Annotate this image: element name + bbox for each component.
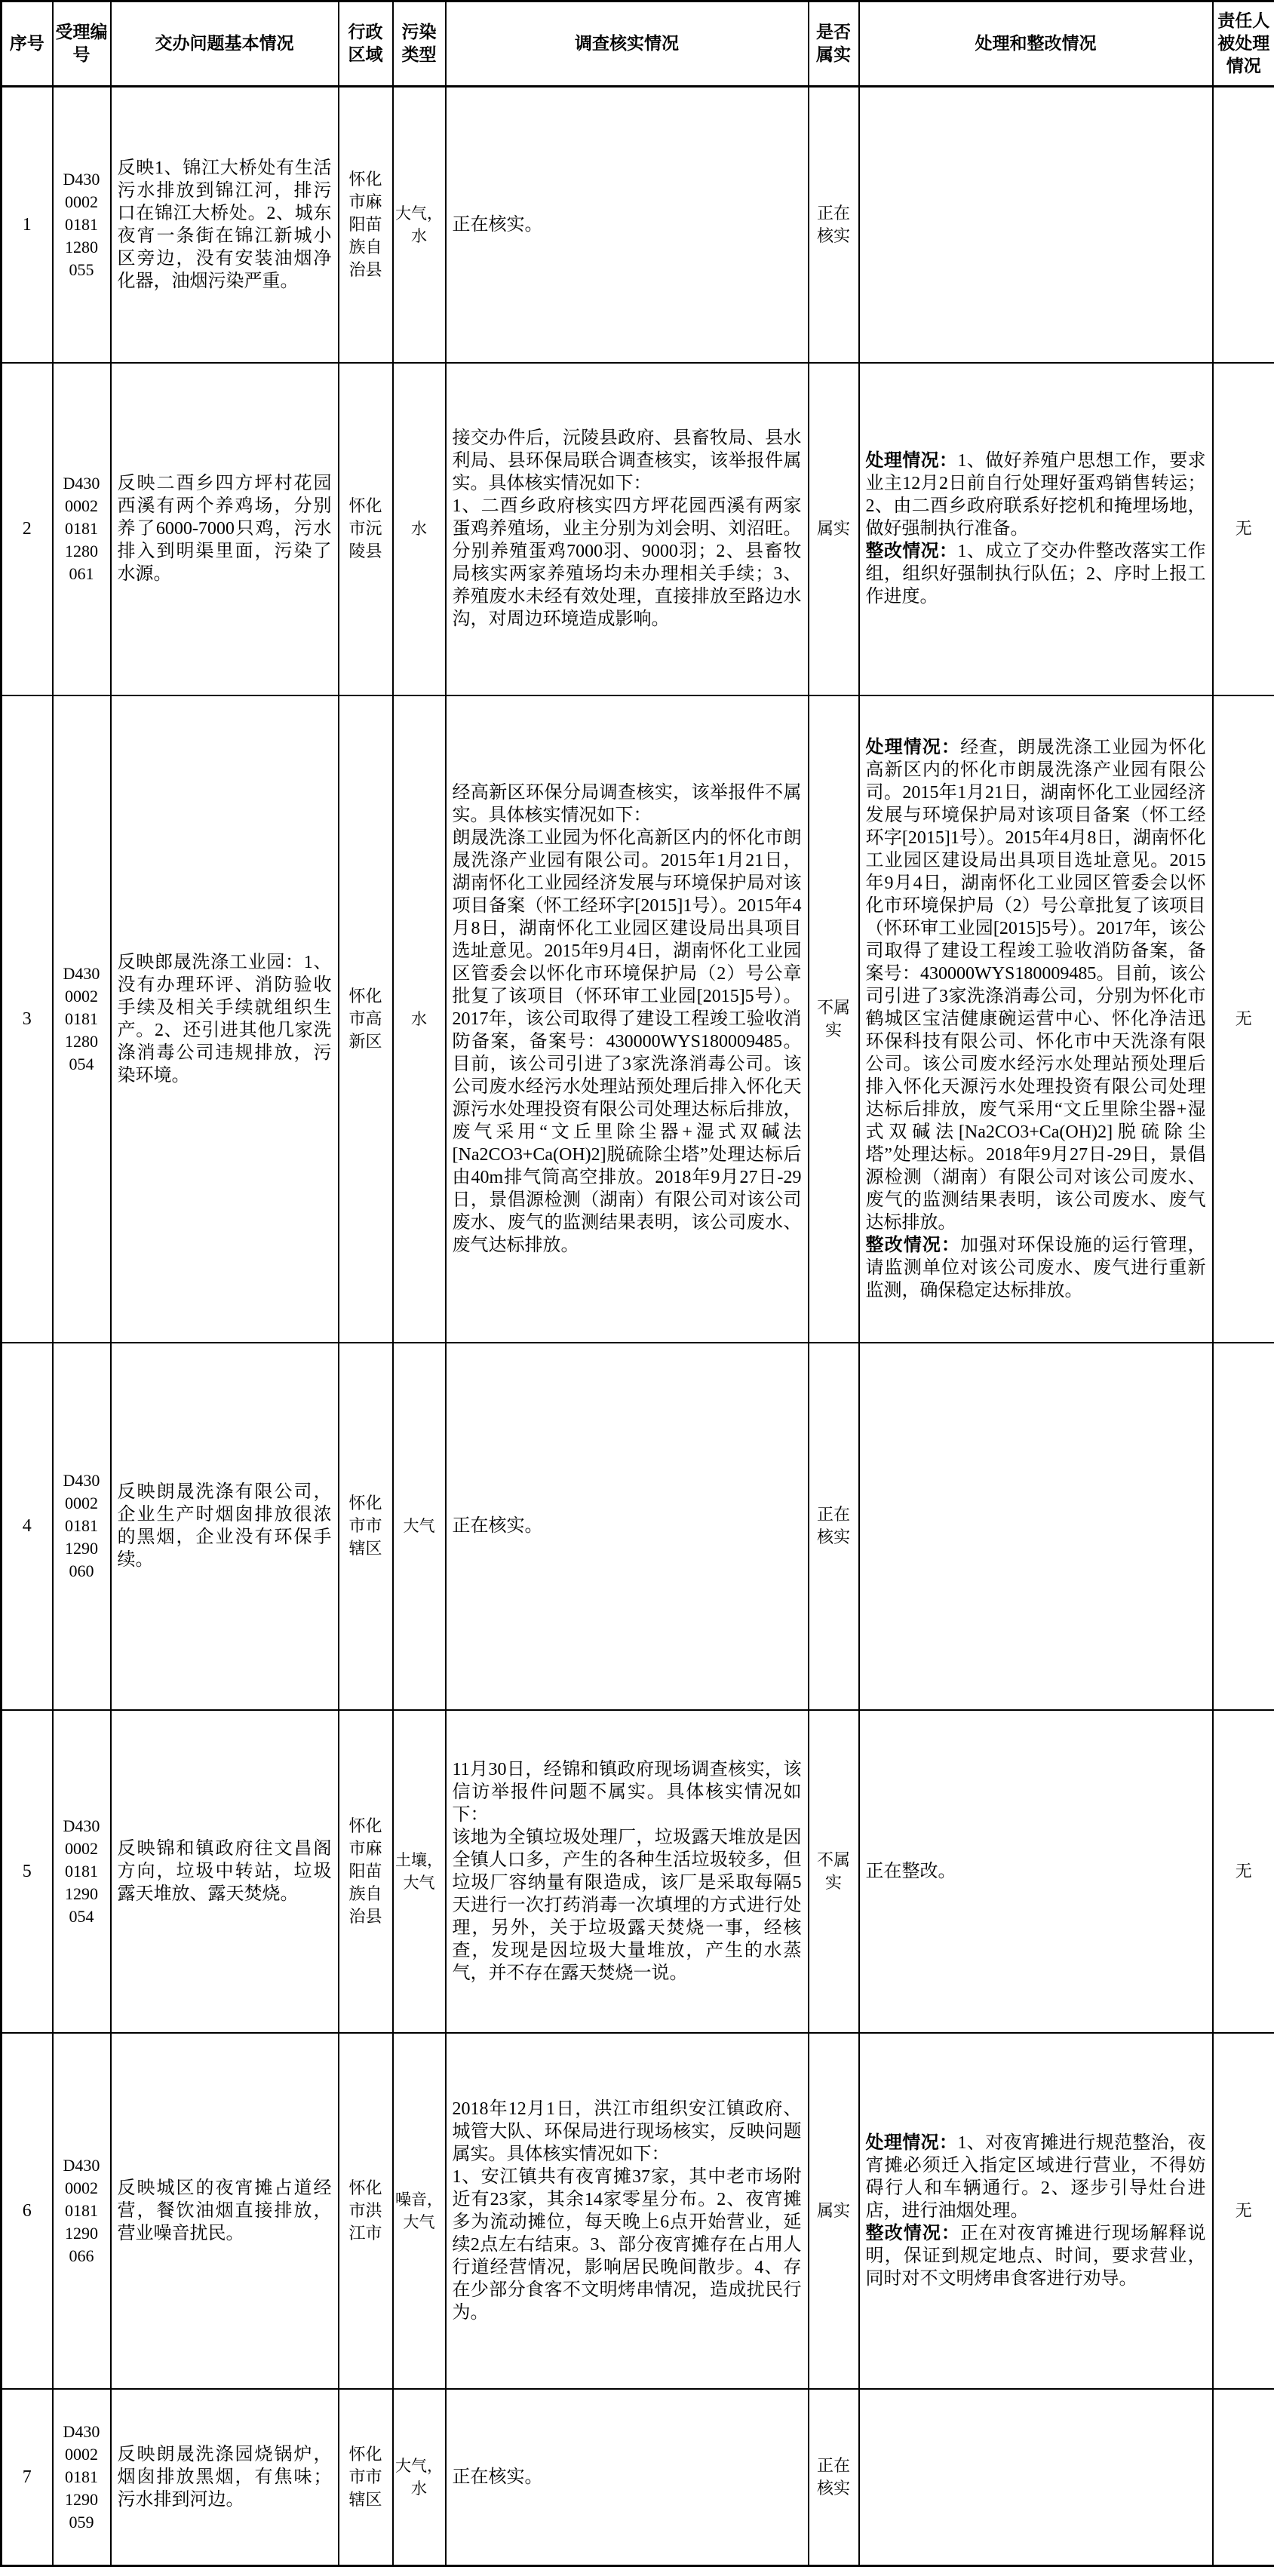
header-pollution: 污染类型	[393, 2, 446, 87]
handling-text: 1、对夜宵摊进行规范整治，夜宵摊必须迁入指定区域进行营业，不得妨碍行人和车辆通行。2、逐步引导灶台进店，进行油烟处理。	[865, 2132, 1206, 2221]
cell-accountability	[1213, 1343, 1274, 1710]
header-accountability: 责任人被处理情况	[1213, 2, 1274, 87]
table-row	[2, 695, 1274, 1343]
cell-problem: 反映锦和镇政府往文昌阁方向，垃圾中转站，垃圾露天堆放、露天焚烧。	[111, 1710, 339, 2033]
cell-istrue: 正在核实	[809, 87, 859, 363]
cell-verification	[446, 695, 809, 1343]
cell-verification	[446, 363, 809, 695]
cell-pollution: 土壤，大气	[393, 1710, 446, 2033]
cell-code	[53, 87, 111, 363]
cell-code	[53, 2389, 111, 2566]
cell-code	[53, 363, 111, 695]
table-row	[2, 2389, 1274, 2566]
header-code: 受理编号	[53, 2, 111, 87]
verification-paragraph: 经高新区环保分局调查核实，该举报件不属实。具体核实情况如下：	[452, 782, 802, 825]
verification-paragraph: 1、安江镇共有夜宵摊37家，其中老市场附近有23家，其余14家零星分布。2、夜宵摊多为流动摊位，每天晚上6点开始营业，延续2点左右结束。3、部分夜宵摊存在占用人行道经营情况，影响居民晚间散步。4、存在少部分食客不文明烤串情况，造成扰民行为。	[452, 2166, 802, 2323]
cell-seq: 6	[2, 2033, 53, 2389]
cell-problem: 反映郎晟洗涤工业园：1、没有办理环评、消防验收手续及相关手续就组织生产。2、还引进其他几家洗涤消毒公司违规排放，污染环境。	[111, 695, 339, 1343]
cell-istrue: 不属实	[809, 1710, 859, 2033]
verification-paragraph: 正在核实。	[452, 214, 543, 235]
header-problem: 交办问题基本情况	[111, 2, 339, 87]
table-row	[2, 1710, 1274, 2033]
cell-handling	[859, 87, 1213, 363]
cell-seq: 7	[2, 2389, 53, 2566]
handling-paragraph	[866, 1234, 1206, 1302]
acceptance-number: D430000201811290059	[63, 2421, 100, 2531]
cell-region: 怀化市洪江市	[339, 2033, 393, 2389]
cell-pollution: 大气，水	[393, 87, 446, 363]
cell-pollution: 噪音，大气	[393, 2033, 446, 2389]
table-row	[2, 1343, 1274, 1710]
cell-code	[53, 1343, 111, 1710]
rectification-text: 1、成立了交办件整改落实工作组，组织好强制执行队伍；2、序时上报工作进度。	[865, 542, 1206, 606]
rectification-label: 整改情况：	[865, 542, 958, 561]
cell-accountability: 无	[1213, 2033, 1274, 2389]
verification-paragraph: 2018年12月1日，洪江市组织安江镇政府、城管大队、环保局进行现场核实，反映问题属实。具体核实情况如下：	[452, 2099, 802, 2164]
table-row	[2, 87, 1274, 363]
cell-verification	[446, 1710, 809, 2033]
rectification-text: 加强对环保设施的运行管理，请监测单位对该公司废水、废气进行重新监测，确保稳定达标排放。	[865, 1235, 1206, 1300]
cell-handling	[859, 363, 1213, 695]
cell-region: 怀化市市辖区	[339, 1343, 393, 1710]
cell-istrue: 正在核实	[809, 2389, 859, 2566]
handling-paragraph	[866, 2222, 1206, 2290]
cell-region: 怀化市高新区	[339, 695, 393, 1343]
verification-paragraph: 正在核实。	[452, 2467, 543, 2487]
cell-seq: 2	[2, 363, 53, 695]
cell-handling	[859, 1710, 1213, 2033]
header-row	[2, 2, 1274, 87]
handling-paragraph	[866, 540, 1206, 608]
acceptance-number: D430000201811280061	[63, 474, 100, 583]
cell-problem: 反映城区的夜宵摊占道经营，餐饮油烟直接排放，营业噪音扰民。	[111, 2033, 339, 2389]
acceptance-number: D430000201811280054	[63, 963, 100, 1073]
verification-paragraph: 该地为全镇垃圾处理厂，垃圾露天堆放是因全镇人口多，产生的各种生活垃圾较多，但垃圾厂容纳量有限造成，该厂是采取每隔5天进行一次打药消毒一次填埋的方式进行处理，另外，关于垃圾露天焚烧一事，经核查，发现是因垃圾大量堆放，产生的水蒸气，并不存在露天焚烧一说。	[452, 1827, 802, 1983]
cell-handling	[859, 1343, 1213, 1710]
cell-region: 怀化市麻阳苗族自治县	[339, 87, 393, 363]
header-handling: 处理和整改情况	[859, 2, 1213, 87]
handling-paragraph	[866, 736, 1206, 1234]
verification-paragraph: 1、二酉乡政府核实四方坪花园西溪有两家蛋鸡养殖场，业主分别为刘会明、刘沼旺。分别养殖蛋鸡7000羽、9000羽；2、县畜牧局核实两家养殖场均未办理相关手续；3、养殖废水未经有效处理，直接排放至路边水沟，对周边环境造成影响。	[452, 496, 802, 629]
cell-accountability	[1213, 87, 1274, 363]
handling-label: 处理情况：	[865, 2132, 958, 2153]
acceptance-number: D430000201811290060	[63, 1471, 100, 1580]
cell-istrue: 属实	[809, 363, 859, 695]
cell-verification	[446, 2033, 809, 2389]
cell-problem: 反映二酉乡四方坪村花园西溪有两个养鸡场，分别养了6000-7000只鸡，污水排入到明渠里面，污染了水源。	[111, 363, 339, 695]
header-verification: 调查核实情况	[446, 2, 809, 87]
verification-paragraph: 接交办件后，沅陵县政府、县畜牧局、县水利局、县环保局联合调查核实，该举报件属实。具体核实情况如下：	[452, 428, 802, 493]
cell-accountability: 无	[1213, 1710, 1274, 2033]
table-row	[2, 2033, 1274, 2389]
acceptance-number: D430000201811290066	[63, 2155, 100, 2265]
cell-istrue: 不属实	[809, 695, 859, 1343]
cell-pollution: 水	[393, 363, 446, 695]
cell-pollution: 大气，水	[393, 2389, 446, 2566]
handling-label: 处理情况：	[865, 451, 958, 471]
cell-pollution: 水	[393, 695, 446, 1343]
rectification-text: 正在对夜宵摊进行现场解释说明，保证到规定地点、时间，要求营业，同时对不文明烤串食客进行劝导。	[865, 2223, 1206, 2289]
cell-pollution: 大气	[393, 1343, 446, 1710]
cell-problem: 反映朗晟洗涤有限公司，企业生产时烟囱排放很浓的黑烟，企业没有环保手续。	[111, 1343, 339, 1710]
handling-text: 1、做好养殖户思想工作，要求业主12月2日前自行处理好蛋鸡销售转运；2、由二酉乡政府联系好挖机和掩埋场地，做好强制执行准备。	[865, 451, 1206, 539]
verification-paragraph: 正在核实。	[452, 1516, 543, 1536]
rectification-label: 整改情况：	[865, 2223, 961, 2243]
cell-verification	[446, 2389, 809, 2566]
cell-verification	[446, 1343, 809, 1710]
cell-handling	[859, 2389, 1213, 2566]
rectification-label: 整改情况：	[865, 1235, 961, 1255]
handling-paragraph	[866, 2132, 1206, 2222]
acceptance-number: D430000201811280055	[63, 169, 100, 279]
verification-paragraph: 11月30日，经锦和镇政府现场调查核实，该信访举报件问题不属实。具体核实情况如下：	[452, 1759, 802, 1825]
handling-paragraph	[866, 450, 1206, 540]
cell-accountability: 无	[1213, 695, 1274, 1343]
cell-code	[53, 2033, 111, 2389]
cell-problem: 反映朗晟洗涤园烧锅炉，烟囱排放黑烟，有焦味；污水排到河边。	[111, 2389, 339, 2566]
cell-region: 怀化市麻阳苗族自治县	[339, 1710, 393, 2033]
handling-paragraph	[866, 1860, 1206, 1883]
table-row	[2, 363, 1274, 695]
header-region: 行政区域	[339, 2, 393, 87]
cell-accountability: 无	[1213, 363, 1274, 695]
header-seq: 序号	[2, 2, 53, 87]
cell-handling	[859, 695, 1213, 1343]
cell-problem: 反映1、锦江大桥处有生活污水排放到锦江河，排污口在锦江大桥处。2、城东夜宵一条街在锦江新城小区旁边，没有安装油烟净化器，油烟污染严重。	[111, 87, 339, 363]
cell-seq: 5	[2, 1710, 53, 2033]
cell-code	[53, 1710, 111, 2033]
cell-seq: 1	[2, 87, 53, 363]
handling-text: 经查，朗晟洗涤工业园为怀化高新区内的怀化市朗晟洗涤产业园有限公司。2015年1月21日，湖南怀化工业园经济发展与环境保护局对该项目备案（怀工经环字[2015]1号）。2015年4月8日，湖南怀化工业园区建设局出具项目选址意见。2015年9月4日，湖南怀化工业园区管委会以怀化市环境保护局（2）号公章批复了该项目（怀环审工业园[2015]5号）。2017年，该公司取得了建设工程竣工验收消防备案，备案号：430000WYS180009485。目前，该公司引进了3家洗涤消毒公司，分别为怀化市鹤城区宝洁健康碗运营中心、怀化净洁迅环保科技有限公司、怀化市中天洗涤有限公司。该公司废水经污水处理站预处理后排入怀化天源污水处理投资有限公司处理达标后排放，废气采用“文丘里除尘器+湿式双碱法[Na2CO3+Ca(OH)2]脱硫除尘塔”处理达标。2018年9月27日-29日，景倡源检测（湖南）有限公司对该公司废水、废气的监测结果表明，该公司废水、废气达标排放。	[865, 737, 1206, 1233]
acceptance-number: D430000201811290054	[63, 1816, 100, 1926]
header-istrue: 是否属实	[809, 2, 859, 87]
cell-accountability	[1213, 2389, 1274, 2566]
cell-verification	[446, 87, 809, 363]
cell-seq: 4	[2, 1343, 53, 1710]
cell-region: 怀化市沅陵县	[339, 363, 393, 695]
cell-region: 怀化市市辖区	[339, 2389, 393, 2566]
cell-handling	[859, 2033, 1213, 2389]
handling-label: 处理情况：	[865, 737, 961, 757]
cell-code	[53, 695, 111, 1343]
cell-istrue: 属实	[809, 2033, 859, 2389]
cell-istrue: 正在核实	[809, 1343, 859, 1710]
verification-paragraph: 朗晟洗涤工业园为怀化高新区内的怀化市朗晟洗涤产业园有限公司。2015年1月21日，湖南怀化工业园经济发展与环境保护局对该项目备案（怀工经环字[2015]1号）。2015年4月8日，湖南怀化工业园区建设局出具项目选址意见。2015年9月4日，湖南怀化工业园区管委会以怀化市环境保护局（2）号公章批复了该项目（怀环审工业园[2015]5号）。2017年，该公司取得了建设工程竣工验收消防备案，备案号：430000WYS180009485。目前，该公司引进了3家洗涤消毒公司。该公司废水经污水处理站预处理后排入怀化天源污水处理投资有限公司处理达标后排放，废气采用“文丘里除尘器+湿式双碱法[Na2CO3+Ca(OH)2]脱硫除尘塔”处理达标后由40m排气筒高空排放。2018年9月27日-29日，景倡源检测（湖南）有限公司对该公司废水、废气的监测结果表明，该公司废水、废气达标排放。	[452, 827, 802, 1255]
cell-seq: 3	[2, 695, 53, 1343]
handling-text: 正在整改。	[865, 1861, 956, 1881]
